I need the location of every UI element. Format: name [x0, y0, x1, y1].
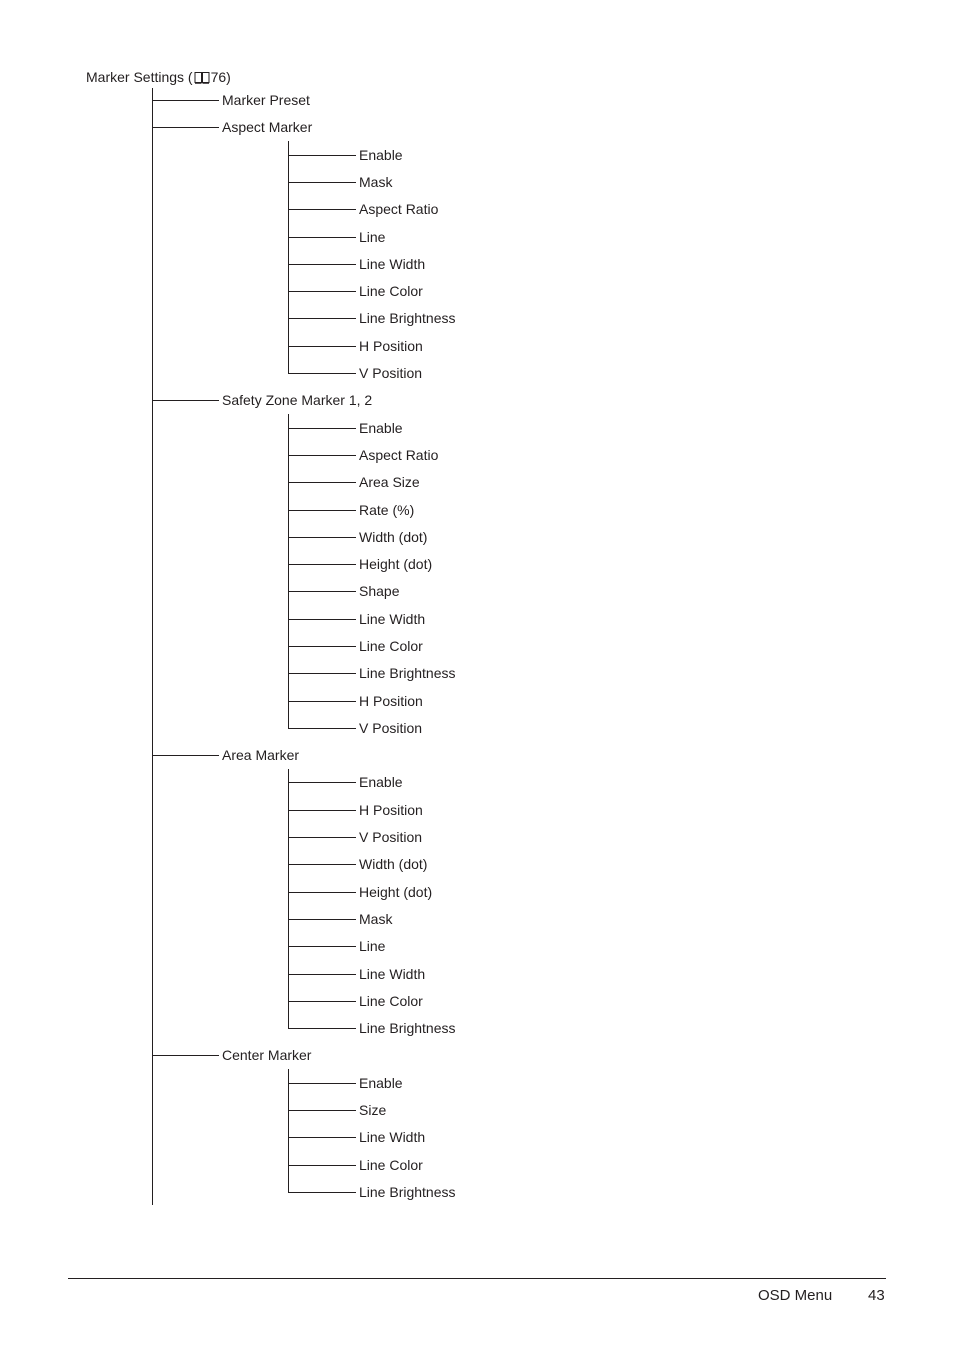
tree-item-level2: Enable [359, 774, 403, 790]
tree-root [86, 69, 231, 85]
sub-tree-connector [288, 141, 289, 374]
sub-branch-line [288, 619, 356, 620]
footer-divider [68, 1278, 886, 1279]
sub-branch-line [288, 728, 356, 729]
tree-item-level2: Height (dot) [359, 556, 433, 572]
branch-line [152, 1055, 219, 1056]
sub-branch-line [288, 264, 356, 265]
tree-item-level2: Line Color [359, 638, 423, 654]
tree-item-level2: Mask [359, 911, 393, 927]
tree-item-level2: Line Width [359, 1129, 426, 1145]
tree-item-level2: V Position [359, 365, 423, 381]
sub-branch-line [288, 837, 356, 838]
sub-branch-line [288, 892, 356, 893]
tree-item-level1: Center Marker [222, 1047, 312, 1063]
sub-branch-line [288, 701, 356, 702]
sub-branch-line [288, 974, 356, 975]
sub-branch-line [288, 455, 356, 456]
sub-branch-line [288, 537, 356, 538]
tree-item-level2: Mask [359, 174, 393, 190]
sub-branch-line [288, 646, 356, 647]
sub-branch-line [288, 1192, 356, 1193]
sub-branch-line [288, 318, 356, 319]
sub-branch-line [288, 1083, 356, 1084]
tree-item-level2: Line Brightness [359, 1184, 456, 1200]
sub-branch-line [288, 237, 356, 238]
branch-line [152, 755, 219, 756]
sub-tree-connector [288, 769, 289, 1029]
branch-line [152, 127, 219, 128]
sub-branch-line [288, 510, 356, 511]
tree-item-level2: Rate (%) [359, 502, 415, 518]
tree-item-level2: V Position [359, 829, 423, 845]
sub-branch-line [288, 1137, 356, 1138]
sub-branch-line [288, 919, 356, 920]
tree-item-level2: Enable [359, 147, 403, 163]
tree-item-level2: H Position [359, 338, 423, 354]
tree-item-level2: Shape [359, 583, 400, 599]
tree-item-level1: Area Marker [222, 747, 300, 763]
tree-item-level2: Size [359, 1102, 387, 1118]
tree-item-level2: Line [359, 229, 386, 245]
branch-line [152, 400, 219, 401]
tree-item-level2: Enable [359, 1075, 403, 1091]
tree-item-level1: Safety Zone Marker 1, 2 [222, 392, 373, 408]
tree-item-level2: Height (dot) [359, 884, 433, 900]
sub-branch-line [288, 291, 356, 292]
footer-section-title: OSD Menu [758, 1287, 833, 1304]
tree-item-level2: H Position [359, 802, 423, 818]
tree-item-level2: Line Color [359, 1157, 423, 1173]
tree-item-level2: Line Width [359, 966, 426, 982]
tree-item-level2: Line Width [359, 611, 426, 627]
tree-item-level2: Line [359, 938, 386, 954]
tree-item-level2: Aspect Ratio [359, 447, 439, 463]
tree-item-level2: Aspect Ratio [359, 201, 439, 217]
tree-item-level2: Line Color [359, 283, 423, 299]
tree-item-level2: Line Brightness [359, 1020, 456, 1036]
tree-item-level2: Enable [359, 420, 403, 436]
branch-line [152, 100, 219, 101]
sub-branch-line [288, 673, 356, 674]
tree-item-level2: Line Brightness [359, 665, 456, 681]
page-number: 43 [868, 1287, 885, 1304]
sub-branch-line [288, 428, 356, 429]
tree-item-level2: Width (dot) [359, 856, 428, 872]
tree-item-level2: Line Width [359, 256, 426, 272]
sub-branch-line [288, 864, 356, 865]
sub-branch-line [288, 346, 356, 347]
tree-item-level1: Aspect Marker [222, 119, 313, 135]
sub-branch-line [288, 373, 356, 374]
book-icon [194, 71, 210, 84]
sub-branch-line [288, 1165, 356, 1166]
tree-item-level2: V Position [359, 720, 423, 736]
sub-tree-connector [288, 1069, 289, 1192]
sub-branch-line [288, 782, 356, 783]
sub-branch-line [288, 946, 356, 947]
root-page-ref: 76 [210, 69, 227, 85]
tree-item-level2: Line Brightness [359, 310, 456, 326]
sub-branch-line [288, 564, 356, 565]
tree-item-level2: Line Color [359, 993, 423, 1009]
sub-branch-line [288, 1001, 356, 1002]
root-label-suffix: ) [226, 69, 231, 85]
sub-branch-line [288, 182, 356, 183]
sub-branch-line [288, 155, 356, 156]
sub-branch-line [288, 1028, 356, 1029]
tree-item-level2: Width (dot) [359, 529, 428, 545]
main-tree-connector [152, 88, 153, 1205]
sub-branch-line [288, 209, 356, 210]
root-label-prefix: Marker Settings ( [86, 69, 193, 85]
tree-item-level2: Area Size [359, 474, 420, 490]
sub-tree-connector [288, 414, 289, 729]
sub-branch-line [288, 482, 356, 483]
sub-branch-line [288, 1110, 356, 1111]
tree-item-level1: Marker Preset [222, 92, 310, 108]
sub-branch-line [288, 591, 356, 592]
sub-branch-line [288, 810, 356, 811]
tree-item-level2: H Position [359, 693, 423, 709]
